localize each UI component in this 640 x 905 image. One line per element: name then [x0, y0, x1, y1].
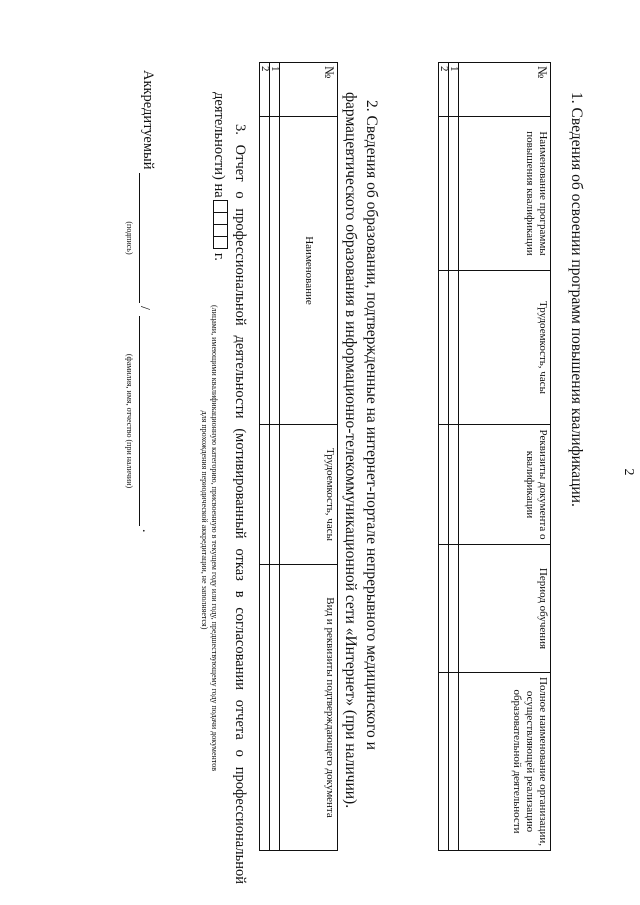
training-programs-table	[438, 62, 551, 851]
table-row	[270, 63, 280, 851]
col-header-number: №	[459, 63, 551, 117]
name-caption: (фамилия, имя, отчество (при наличии)	[125, 353, 134, 489]
signature-label: Аккредитуемый	[140, 70, 156, 170]
row-number: 1	[270, 63, 280, 117]
section3-note-1: (лицами, имеющими квалификационную категорию, присвоенную в текущем году или году, предшествующему году подачи документов	[210, 305, 219, 771]
education-portal-table	[259, 62, 338, 851]
table-row	[439, 63, 449, 851]
row-number: 2	[439, 63, 449, 117]
section3-line2: деятельности) на г.	[211, 92, 227, 261]
col-header-number: №	[280, 63, 338, 117]
row-number: 2	[260, 63, 270, 117]
col-header-organization: Полное наименование организации, осуществляющей реализацию образовательной деятельности	[459, 673, 551, 851]
signature-caption: (подпись)	[125, 221, 134, 255]
table-row	[260, 63, 270, 851]
table-row	[449, 63, 459, 851]
col-header-program-name: Наименование программы повышения квалификации	[459, 117, 551, 271]
page-number: 2	[621, 468, 636, 476]
section2-title: 2. Сведения об образовании, подтвержденные на интернет-портале непрерывного медицинского и фармацевтического образования в информационно-телекоммуникационной сети «Интернет» (при наличии).	[342, 92, 380, 809]
col-header-name: Наименование	[280, 117, 338, 425]
signature-line[interactable]	[139, 173, 140, 303]
section1-title: 1. Сведения об освоении программ повышения квалификации.	[568, 92, 585, 507]
row-number: 1	[449, 63, 459, 117]
col-header-document: Вид и реквизиты подтверждающего документа	[280, 565, 338, 851]
col-header-period: Период обучения	[459, 545, 551, 673]
name-line[interactable]	[139, 316, 140, 526]
section3-line1: 3. Отчет о профессиональной деятельности (мотивированный отказ в согласовании отчета о профессиональной	[232, 124, 248, 884]
section3-note-2: для прохождения периодической аккредитации, не заполняется)	[200, 410, 209, 630]
signature-slash: /	[137, 306, 152, 310]
col-header-hours: Трудоемкость, часы	[280, 425, 338, 565]
col-header-hours: Трудоемкость, часы	[459, 271, 551, 425]
col-header-document-details: Реквизиты документа о квалификации	[459, 425, 551, 545]
end-period: .	[139, 529, 154, 533]
